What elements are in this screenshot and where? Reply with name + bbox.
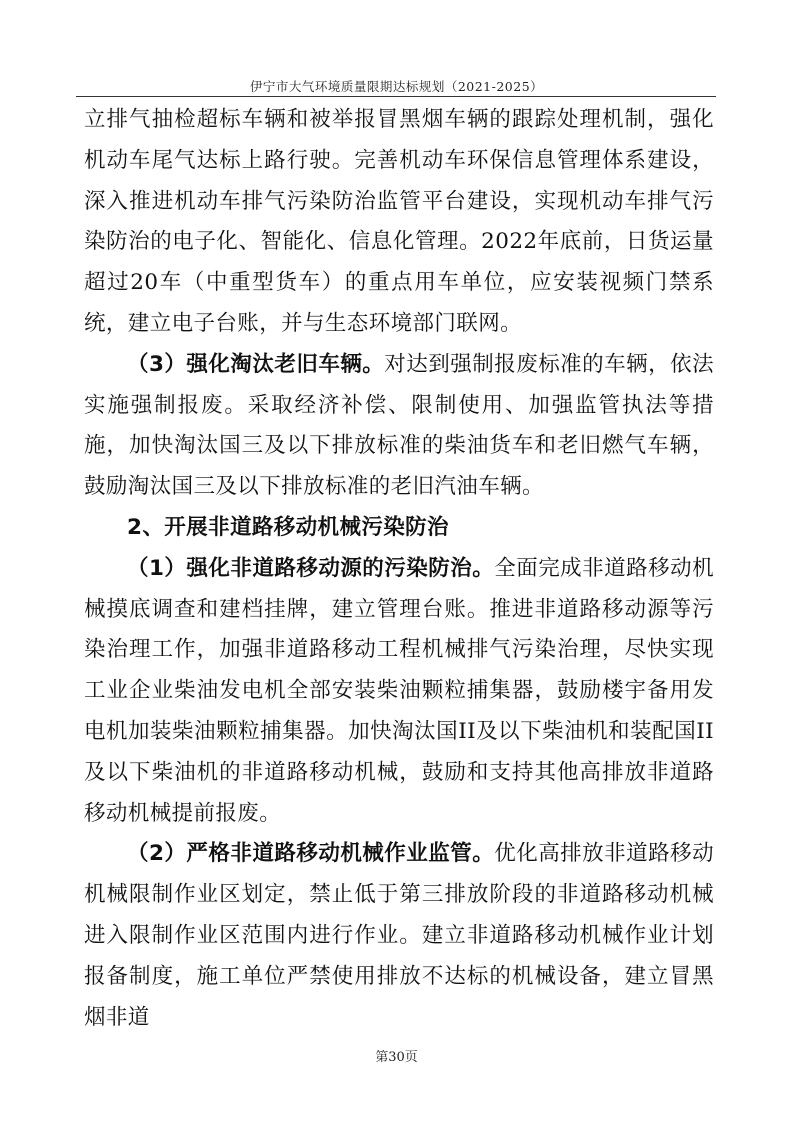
paragraph-text: 立排气抽检超标车辆和被举报冒黑烟车辆的跟踪处理机制，强化机动车尾气达标上路行驶。完善机动车环保信息管理体系建设，深入推进机动车排气污染防治监管平台建设，实现机动车排气污染防治的电子化、智能化、信息化管理。2022年底前，日货运量超过20车（中重型货车）的重点用车单位，应安装视频门禁系统，建立电子台账，并与生态环境部门联网。 [84,107,714,336]
paragraph-continued [84,100,714,345]
paragraph-text: 对达到强制报废标准的车辆，依法实施强制报废。采取经济补偿、限制使用、加强监管执法等措施，加快淘汰国三及以下排放标准的柴油货车和老旧燃气车辆，鼓励淘汰国三及以下排放标准的老旧汽油车辆。 [84,351,714,500]
paragraph-text: 全面完成非道路移动机械摸底调查和建档挂牌，建立管理台账。推进非道路移动源等污染治理工作，加强非道路移动工程机械排气污染治理，尽快实现工业企业柴油发电机全部安装柴油颗粒捕集器，鼓励楼宇备用发电机加装柴油颗粒捕集器。加快淘汰国II及以下柴油机和装配国II及以下柴油机的非道路移动机械，鼓励和支持其他高排放非道路移动机械提前报废。 [84,555,714,826]
paragraph-nonroad-supervision [84,834,714,1038]
header-divider [76,96,716,97]
paragraph-retire-old-vehicles [84,345,714,508]
body-text [84,100,714,1038]
paragraph-lead: （3）强化淘汰老旧车辆。 [127,351,385,377]
running-header: 伊宁市大气环境质量限期达标规划（2021-2025） [249,79,544,94]
page-number: 第30页 [375,1050,418,1065]
section-heading: 2、开展非道路移动机械污染防治 [127,514,449,540]
paragraph-lead: （2）严格非道路移动机械作业监管。 [127,841,495,867]
paragraph-lead: （1）强化非道路移动源的污染防治。 [127,555,495,581]
paragraph-nonroad-pollution [84,549,714,835]
paragraph-text: 优化高排放非道路移动机械限制作业区划定，禁止低于第三排放阶段的非道路移动机械进入限制作业区范围内进行作业。建立非道路移动机械作业计划报备制度，施工单位严禁使用排放不达标的机械设备，建立冒黑烟非道 [84,841,714,1030]
